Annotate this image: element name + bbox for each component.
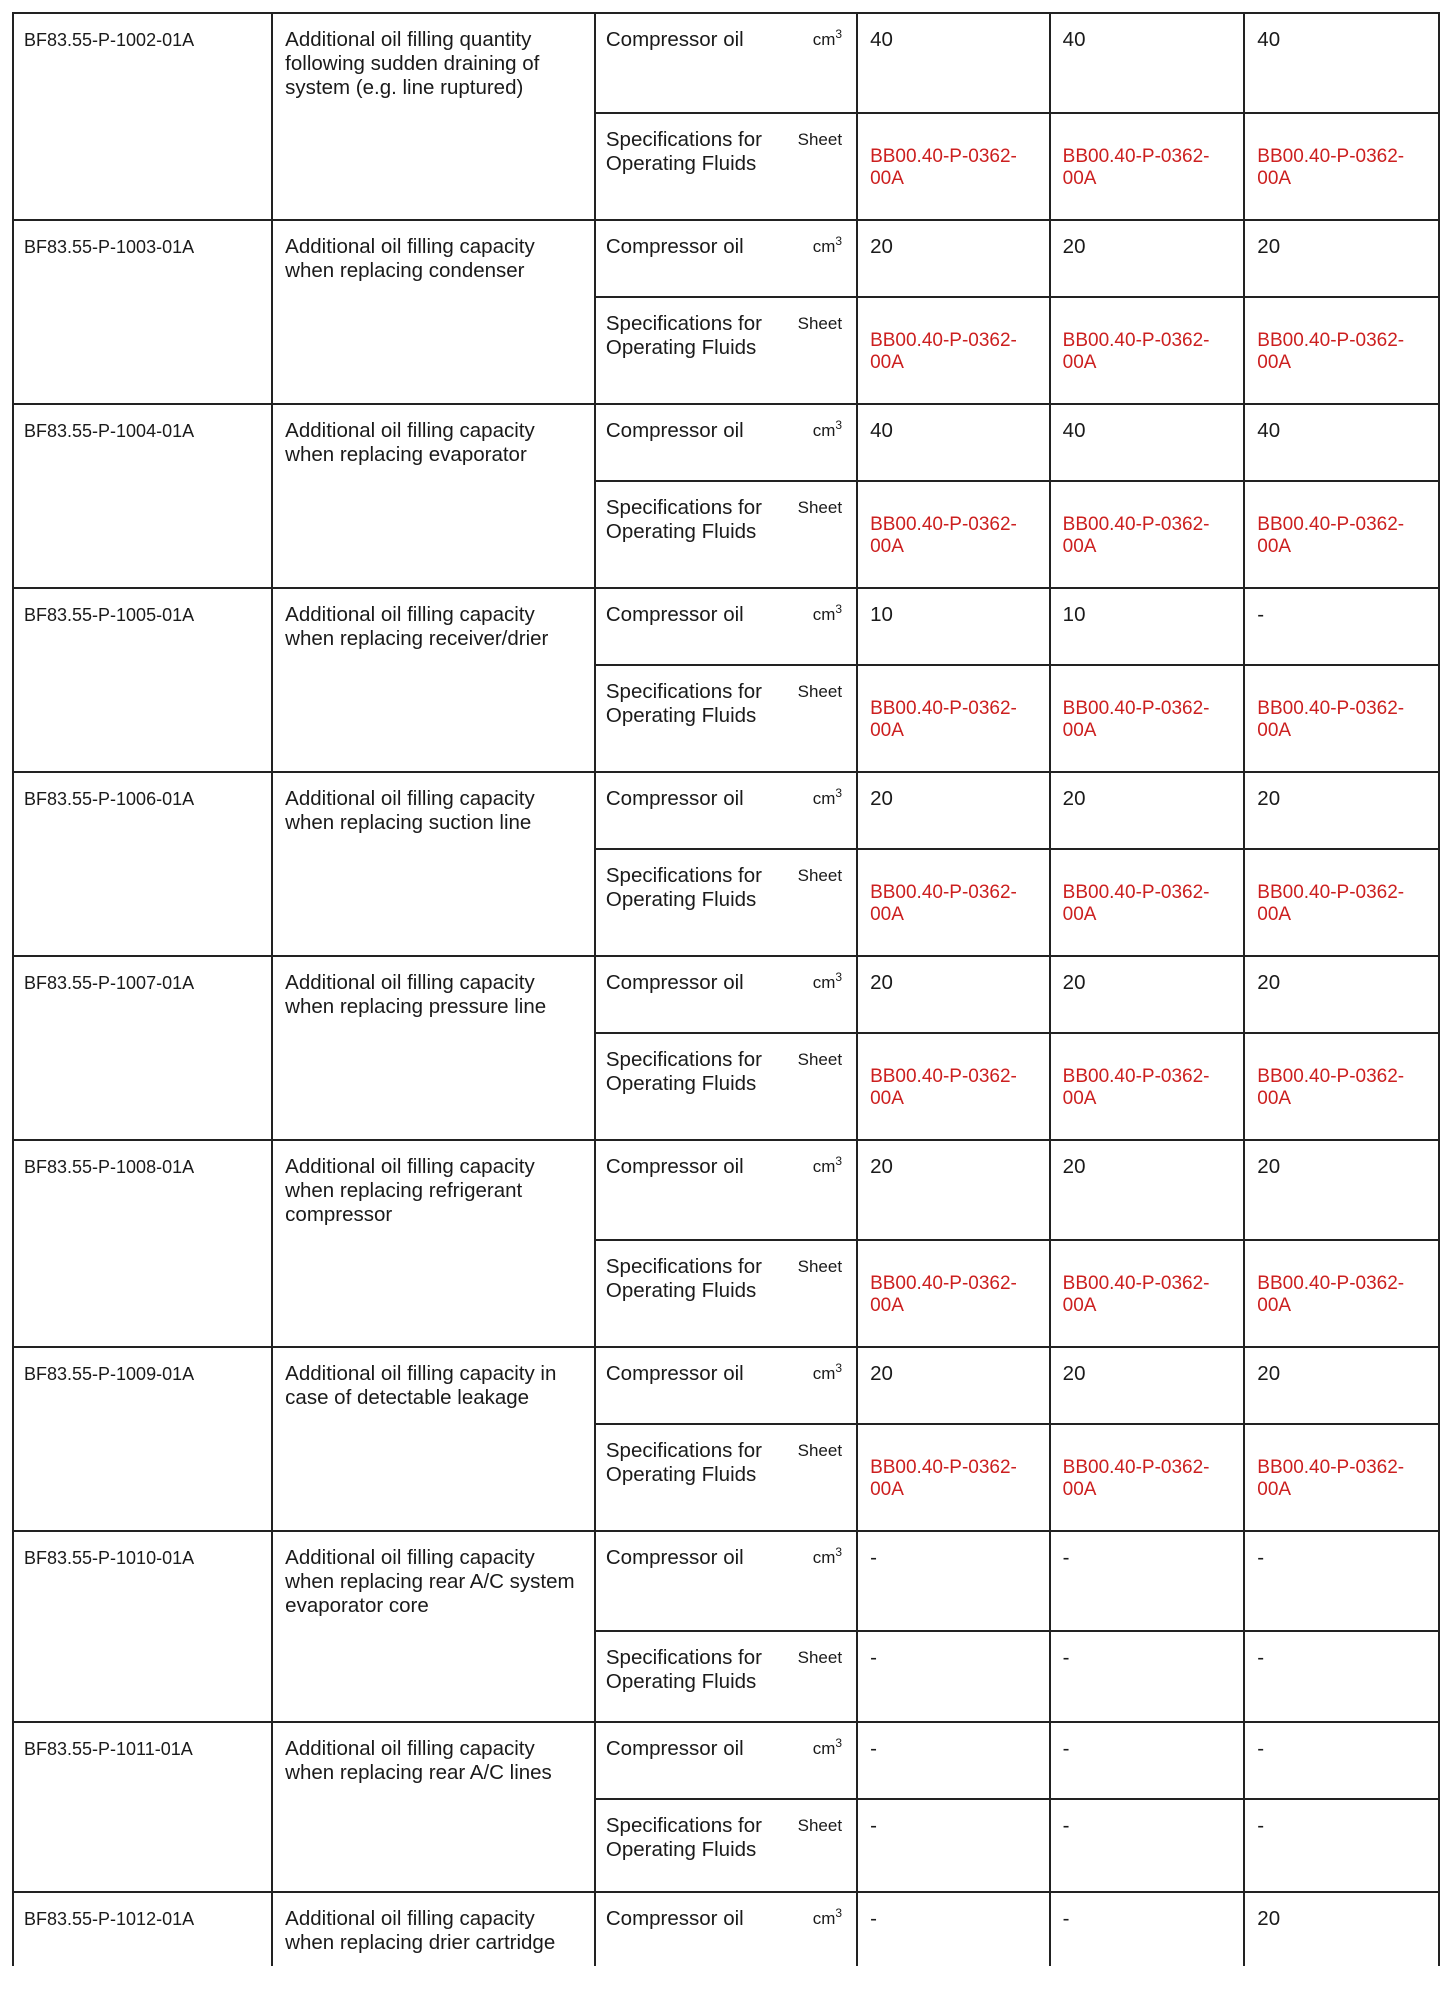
unit-cm-text: cm — [812, 789, 836, 808]
unit-exponent: 3 — [835, 1361, 843, 1375]
unit-sheet: Sheet — [797, 1240, 858, 1347]
compressor-oil-label: Compressor oil — [595, 1722, 797, 1799]
spec-fluids-label: Specifications for Operating Fluids — [595, 849, 797, 956]
oil-quantity-cell: - — [1244, 588, 1439, 665]
oil-quantity-cell: 20 — [1050, 772, 1245, 849]
table-row — [13, 404, 1439, 481]
spec-sheet-cell: - — [1050, 1631, 1245, 1722]
procedure-description: Additional oil filling capacity in case of detectable leakage — [272, 1347, 595, 1531]
procedure-id: BF83.55-P-1012-01A — [13, 1892, 272, 1966]
oil-quantity-cell: 20 — [1244, 1347, 1439, 1424]
spec-fluids-label: Specifications for Operating Fluids — [595, 665, 797, 772]
unit-sheet: Sheet — [797, 665, 858, 772]
table-row — [13, 1722, 1439, 1799]
spec-sheet-link[interactable]: BB00.40-P-0362-00A — [857, 1424, 1050, 1531]
spec-sheet-link[interactable]: BB00.40-P-0362-00A — [857, 113, 1050, 220]
oil-quantity-cell: 40 — [1244, 404, 1439, 481]
oil-quantity-cell: 20 — [1050, 1347, 1245, 1424]
oil-quantity-cell: 20 — [1050, 1140, 1245, 1240]
spec-sheet-link[interactable]: BB00.40-P-0362-00A — [857, 481, 1050, 588]
spec-sheet-link[interactable]: BB00.40-P-0362-00A — [1244, 1033, 1439, 1140]
procedure-description: Additional oil filling capacity when replacing pressure line — [272, 956, 595, 1140]
table-row — [13, 13, 1439, 113]
procedure-id: BF83.55-P-1006-01A — [13, 772, 272, 956]
spec-sheet-cell: - — [1244, 1799, 1439, 1892]
unit-sheet: Sheet — [797, 481, 858, 588]
compressor-oil-label: Compressor oil — [595, 404, 797, 481]
unit-sheet: Sheet — [797, 297, 858, 404]
unit-cm-text: cm — [812, 1364, 836, 1383]
spec-sheet-link[interactable]: BB00.40-P-0362-00A — [1050, 1033, 1245, 1140]
oil-quantity-cell: - — [857, 1892, 1050, 1966]
procedure-description: Additional oil filling quantity following sudden draining of system (e.g. line ruptured) — [272, 13, 595, 220]
compressor-oil-label: Compressor oil — [595, 772, 797, 849]
procedure-description: Additional oil filling capacity when replacing evaporator — [272, 404, 595, 588]
procedure-description: Additional oil filling capacity when replacing suction line — [272, 772, 595, 956]
unit-exponent: 3 — [835, 234, 843, 248]
table-row — [13, 1531, 1439, 1631]
unit-sheet: Sheet — [797, 113, 858, 220]
unit-sheet: Sheet — [797, 849, 858, 956]
compressor-oil-label: Compressor oil — [595, 13, 797, 113]
oil-quantity-cell: 20 — [1244, 1892, 1439, 1966]
procedure-id: BF83.55-P-1008-01A — [13, 1140, 272, 1347]
unit-sheet: Sheet — [797, 1631, 858, 1722]
spec-sheet-link[interactable]: BB00.40-P-0362-00A — [857, 1240, 1050, 1347]
compressor-oil-label: Compressor oil — [595, 220, 797, 297]
spec-fluids-label: Specifications for Operating Fluids — [595, 113, 797, 220]
oil-quantity-cell: 20 — [1244, 220, 1439, 297]
oil-quantity-cell: 20 — [857, 772, 1050, 849]
unit-exponent: 3 — [835, 1736, 843, 1750]
oil-quantity-cell: 20 — [1244, 956, 1439, 1033]
spec-fluids-label: Specifications for Operating Fluids — [595, 481, 797, 588]
table-row — [13, 1140, 1439, 1240]
spec-sheet-cell: - — [1244, 1631, 1439, 1722]
spec-sheet-link[interactable]: BB00.40-P-0362-00A — [1244, 1424, 1439, 1531]
spec-fluids-label: Specifications for Operating Fluids — [595, 1799, 797, 1892]
oil-quantity-cell: - — [857, 1722, 1050, 1799]
compressor-oil-label: Compressor oil — [595, 1347, 797, 1424]
procedure-id: BF83.55-P-1009-01A — [13, 1347, 272, 1531]
unit-cm-text: cm — [812, 237, 836, 256]
procedure-description: Additional oil filling capacity when replacing refrigerant compressor — [272, 1140, 595, 1347]
oil-quantity-cell: 10 — [1050, 588, 1245, 665]
table-row — [13, 220, 1439, 297]
unit-exponent: 3 — [835, 970, 843, 984]
oil-quantity-cell: 40 — [1050, 13, 1245, 113]
oil-quantity-cell: - — [857, 1531, 1050, 1631]
oil-quantity-cell: 40 — [857, 404, 1050, 481]
spec-fluids-label: Specifications for Operating Fluids — [595, 1631, 797, 1722]
unit-cm3 — [797, 588, 858, 665]
table-row — [13, 1892, 1439, 1966]
oil-quantity-cell: - — [1050, 1892, 1245, 1966]
procedure-description: Additional oil filling capacity when replacing drier cartridge — [272, 1892, 595, 1966]
unit-cm-text: cm — [812, 1157, 836, 1176]
procedure-description: Additional oil filling capacity when replacing receiver/drier — [272, 588, 595, 772]
spec-sheet-cell: - — [857, 1799, 1050, 1892]
oil-quantity-cell: 40 — [857, 13, 1050, 113]
table-row — [13, 1347, 1439, 1424]
unit-cm3 — [797, 1892, 858, 1966]
unit-cm-text: cm — [812, 973, 836, 992]
spec-sheet-link[interactable]: BB00.40-P-0362-00A — [1244, 665, 1439, 772]
unit-cm-text: cm — [812, 421, 836, 440]
unit-sheet: Sheet — [797, 1799, 858, 1892]
unit-cm3 — [797, 1140, 858, 1240]
unit-cm-text: cm — [812, 1909, 836, 1928]
procedure-id: BF83.55-P-1005-01A — [13, 588, 272, 772]
oil-quantity-cell: 20 — [1050, 220, 1245, 297]
table-row — [13, 956, 1439, 1033]
unit-cm3 — [797, 1531, 858, 1631]
oil-quantity-cell: 20 — [857, 956, 1050, 1033]
unit-exponent: 3 — [835, 602, 843, 616]
spec-sheet-link[interactable]: BB00.40-P-0362-00A — [1050, 297, 1245, 404]
unit-cm3 — [797, 1722, 858, 1799]
unit-sheet: Sheet — [797, 1033, 858, 1140]
unit-cm-text: cm — [812, 605, 836, 624]
unit-cm3 — [797, 772, 858, 849]
procedure-id: BF83.55-P-1004-01A — [13, 404, 272, 588]
oil-quantity-cell: 20 — [1244, 772, 1439, 849]
procedure-description: Additional oil filling capacity when replacing condenser — [272, 220, 595, 404]
oil-quantity-cell: - — [1244, 1531, 1439, 1631]
procedure-description: Additional oil filling capacity when replacing rear A/C lines — [272, 1722, 595, 1892]
unit-cm3 — [797, 404, 858, 481]
spec-fluids-label: Specifications for Operating Fluids — [595, 1424, 797, 1531]
spec-sheet-cell: - — [857, 1631, 1050, 1722]
spec-sheet-link[interactable]: BB00.40-P-0362-00A — [1244, 297, 1439, 404]
oil-quantity-cell: 20 — [1244, 1140, 1439, 1240]
oil-quantity-cell: 40 — [1050, 404, 1245, 481]
oil-capacity-table — [12, 12, 1440, 1966]
spec-sheet-link[interactable]: BB00.40-P-0362-00A — [857, 297, 1050, 404]
spec-sheet-link[interactable]: BB00.40-P-0362-00A — [1244, 849, 1439, 956]
oil-quantity-cell: - — [1050, 1722, 1245, 1799]
unit-cm-text: cm — [812, 30, 836, 49]
spec-sheet-link[interactable]: BB00.40-P-0362-00A — [1050, 1424, 1245, 1531]
compressor-oil-label: Compressor oil — [595, 1892, 797, 1966]
compressor-oil-label: Compressor oil — [595, 1531, 797, 1631]
table-row — [13, 588, 1439, 665]
procedure-id: BF83.55-P-1002-01A — [13, 13, 272, 220]
unit-cm3 — [797, 220, 858, 297]
spec-sheet-link[interactable]: BB00.40-P-0362-00A — [857, 849, 1050, 956]
oil-quantity-cell: 20 — [857, 1347, 1050, 1424]
unit-exponent: 3 — [835, 27, 843, 41]
unit-cm3 — [797, 13, 858, 113]
spec-sheet-link[interactable]: BB00.40-P-0362-00A — [1050, 113, 1245, 220]
spec-sheet-link[interactable]: BB00.40-P-0362-00A — [857, 665, 1050, 772]
spec-sheet-link[interactable]: BB00.40-P-0362-00A — [1244, 113, 1439, 220]
unit-sheet: Sheet — [797, 1424, 858, 1531]
spec-sheet-link[interactable]: BB00.40-P-0362-00A — [1244, 1240, 1439, 1347]
table-row — [13, 772, 1439, 849]
unit-cm3 — [797, 1347, 858, 1424]
procedure-id: BF83.55-P-1003-01A — [13, 220, 272, 404]
oil-quantity-cell: 20 — [1050, 956, 1245, 1033]
spec-sheet-link[interactable]: BB00.40-P-0362-00A — [857, 1033, 1050, 1140]
unit-exponent: 3 — [835, 1545, 843, 1559]
procedure-id: BF83.55-P-1007-01A — [13, 956, 272, 1140]
spec-sheet-link[interactable]: BB00.40-P-0362-00A — [1050, 1240, 1245, 1347]
unit-cm-text: cm — [812, 1739, 836, 1758]
procedure-id: BF83.55-P-1010-01A — [13, 1531, 272, 1722]
oil-quantity-cell: - — [1244, 1722, 1439, 1799]
unit-cm3 — [797, 956, 858, 1033]
spec-fluids-label: Specifications for Operating Fluids — [595, 1033, 797, 1140]
unit-exponent: 3 — [835, 418, 843, 432]
procedure-description: Additional oil filling capacity when replacing rear A/C system evaporator core — [272, 1531, 595, 1722]
unit-exponent: 3 — [835, 1154, 843, 1168]
spec-sheet-link[interactable]: BB00.40-P-0362-00A — [1244, 481, 1439, 588]
oil-quantity-cell: 20 — [857, 220, 1050, 297]
oil-quantity-cell: 20 — [857, 1140, 1050, 1240]
unit-exponent: 3 — [835, 1906, 843, 1920]
compressor-oil-label: Compressor oil — [595, 956, 797, 1033]
spec-sheet-link[interactable]: BB00.40-P-0362-00A — [1050, 481, 1245, 588]
spec-sheet-cell: - — [1050, 1799, 1245, 1892]
oil-quantity-cell: 10 — [857, 588, 1050, 665]
spec-fluids-label: Specifications for Operating Fluids — [595, 1240, 797, 1347]
procedure-id: BF83.55-P-1011-01A — [13, 1722, 272, 1892]
unit-cm-text: cm — [812, 1548, 836, 1567]
unit-exponent: 3 — [835, 786, 843, 800]
compressor-oil-label: Compressor oil — [595, 1140, 797, 1240]
spec-sheet-link[interactable]: BB00.40-P-0362-00A — [1050, 849, 1245, 956]
oil-quantity-cell: 40 — [1244, 13, 1439, 113]
compressor-oil-label: Compressor oil — [595, 588, 797, 665]
oil-quantity-cell: - — [1050, 1531, 1245, 1631]
spec-fluids-label: Specifications for Operating Fluids — [595, 297, 797, 404]
spec-sheet-link[interactable]: BB00.40-P-0362-00A — [1050, 665, 1245, 772]
